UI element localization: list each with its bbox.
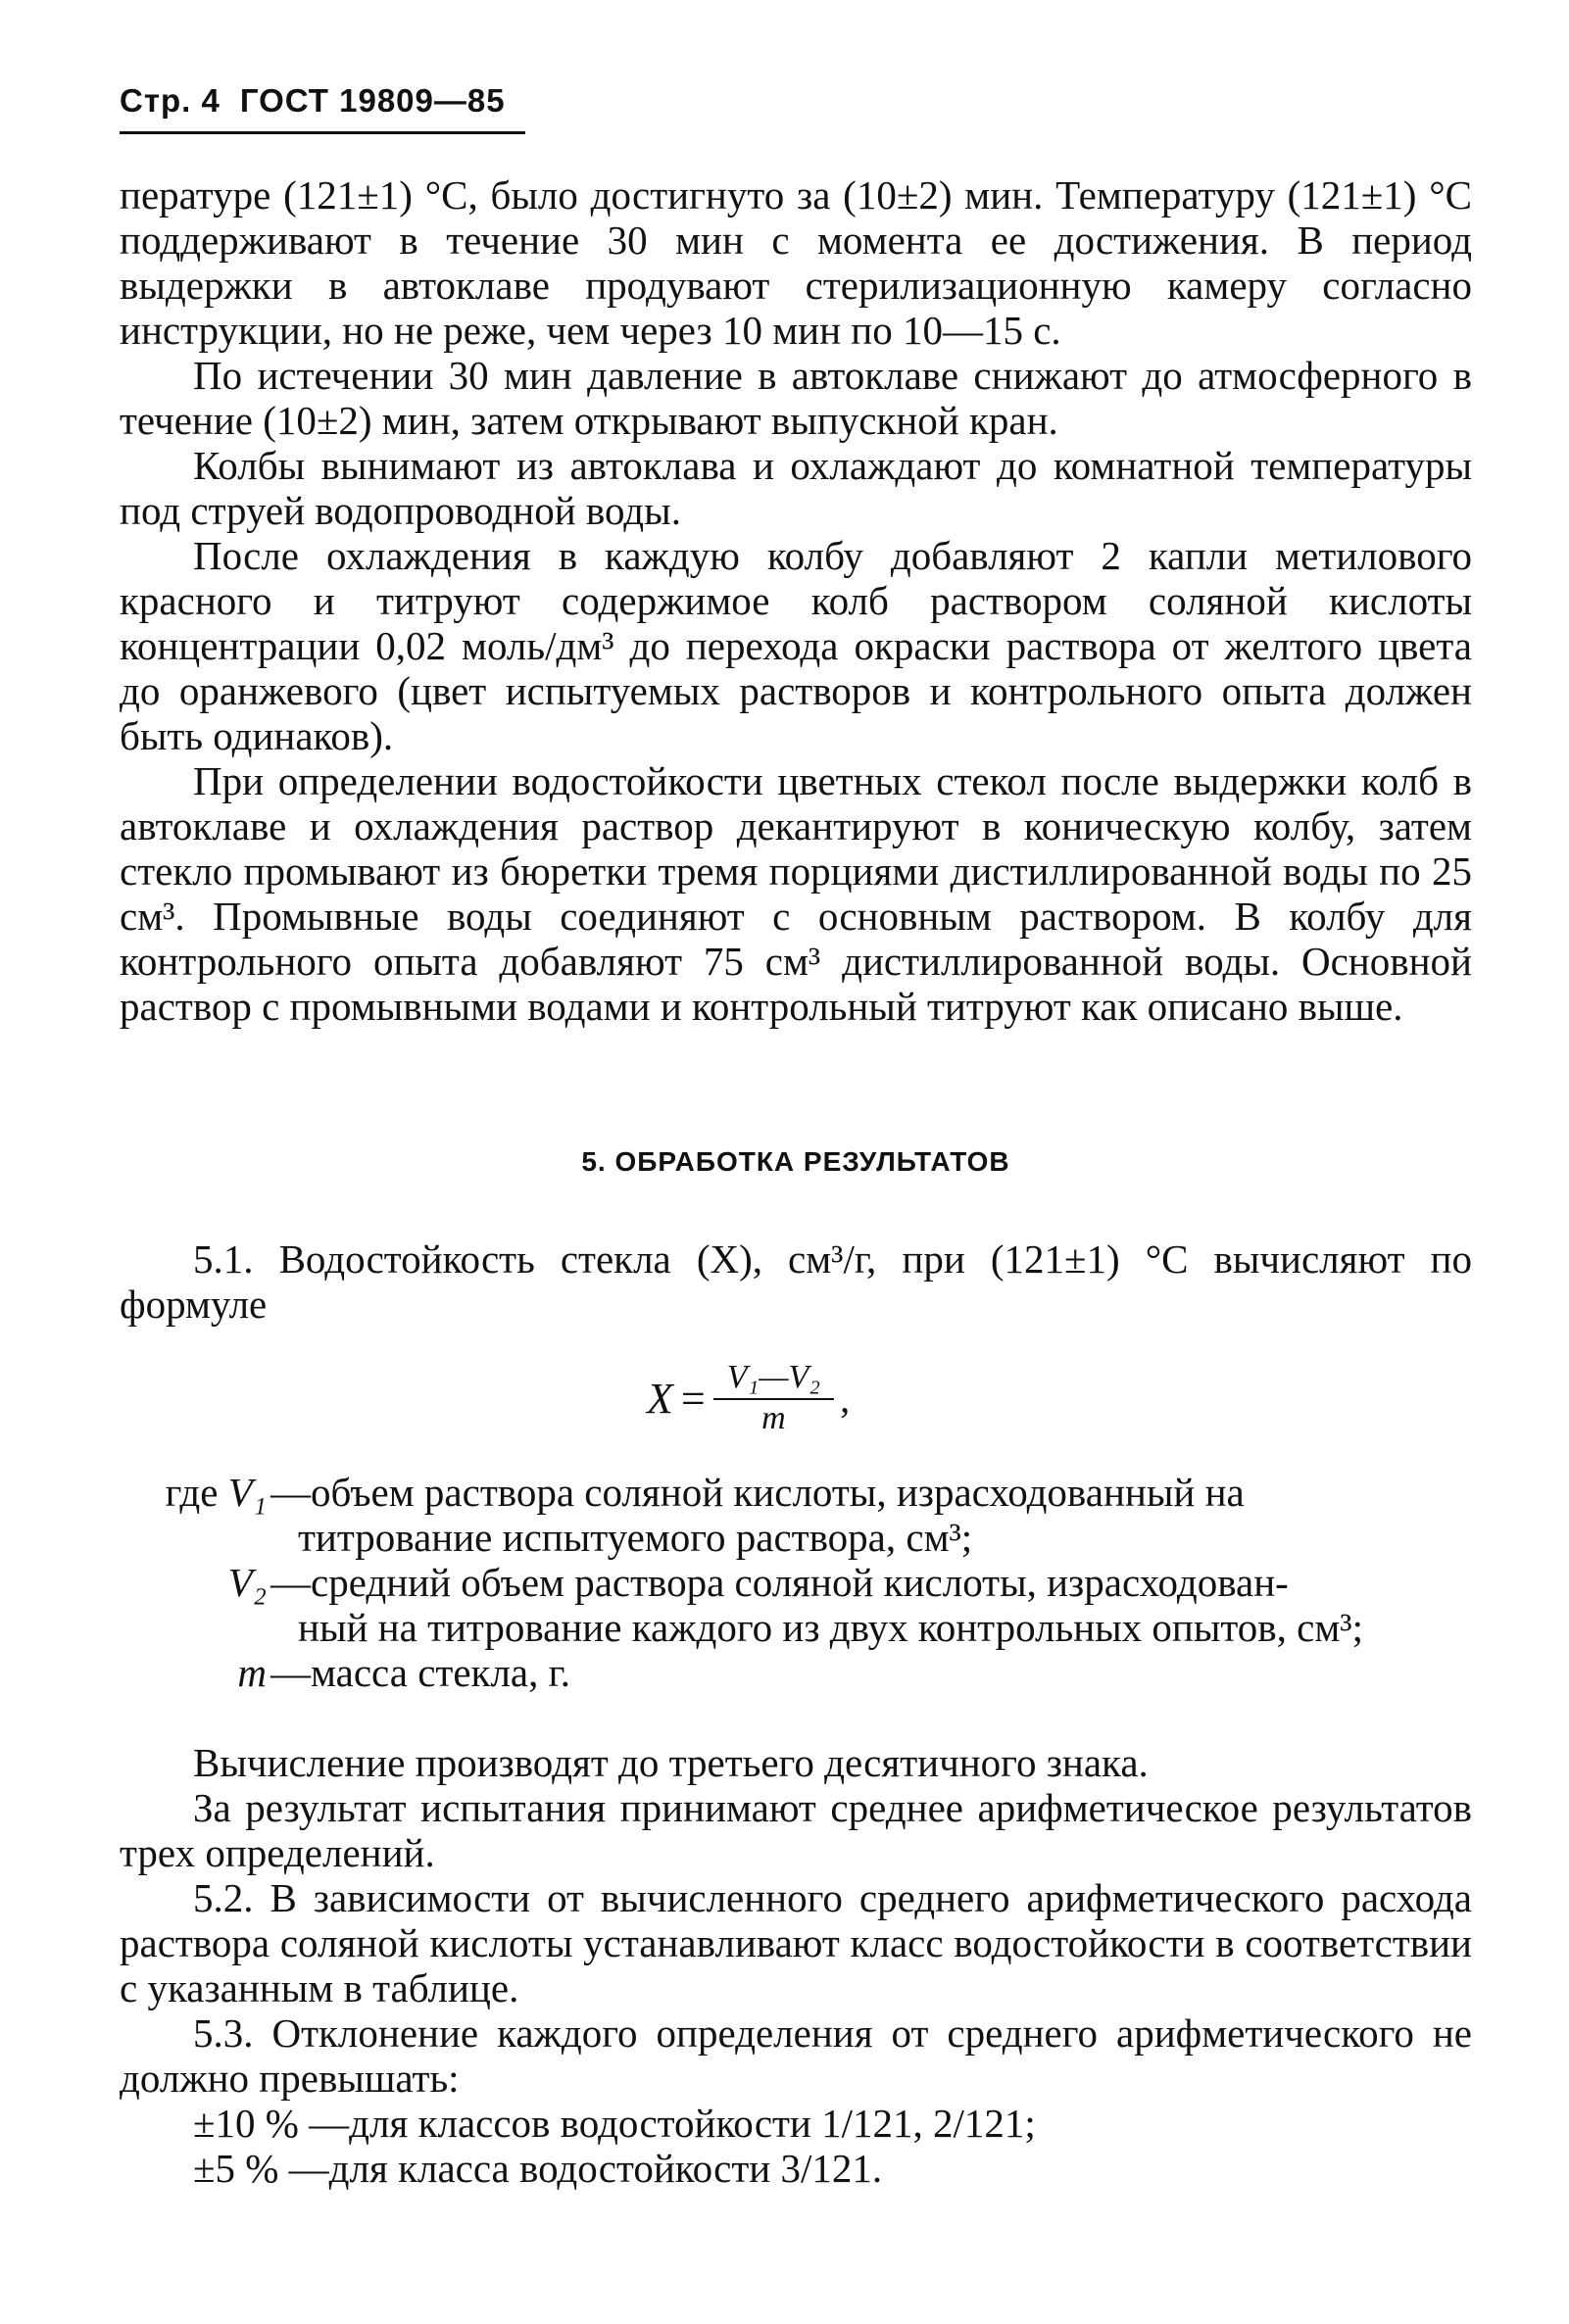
formula-denominator: m — [761, 1400, 786, 1436]
formula-lhs: X — [647, 1374, 673, 1423]
clause-5-1-text: 5.1. Водостойкость стекла (X), см³/г, при (121±1) °С вычисляют по формуле — [120, 1236, 1472, 1327]
page-header — [120, 82, 525, 134]
paragraph-2: По истечении 30 мин давление в автоклаве снижают до атмосферного в течение (10±2) мин, затем открывают выпускной кран. — [120, 353, 1472, 443]
standard-number: ГОСТ 19809—85 — [239, 82, 506, 119]
definition-v1-rest: титрование испытуемого раствора, см³; — [298, 1515, 973, 1560]
formula-equals: = — [680, 1374, 706, 1423]
intro-text — [120, 172, 1472, 1029]
definition-v2-text — [267, 1560, 1472, 1605]
tolerance-2: ±5 % —для класса водостойкости 3/121. — [193, 2146, 883, 2191]
formula-fraction — [713, 1359, 834, 1437]
formula-numerator: V₁—V₂ — [713, 1359, 834, 1400]
where-word: где — [165, 1470, 219, 1515]
section-heading: 5. ОБРАБОТКА РЕЗУЛЬТАТОВ — [581, 1146, 1010, 1177]
dash: — — [270, 1470, 311, 1515]
definition-lead — [120, 1560, 267, 1605]
formula — [647, 1359, 850, 1437]
clause-5-2: 5.2. В зависимости от вычисленного среднего арифметического расхода раствора соляной кислоты устанавливают класс водостойкости в соответствии с указанным в таблице. — [120, 1875, 1472, 2010]
definition-lead — [120, 1650, 267, 1695]
definition-v2-rest: ный на титрование каждого из двух контрольных опытов, см³; — [298, 1605, 1363, 1650]
definition-v2-first: средний объем раствора соляной кислоты, израсходован- — [311, 1560, 1289, 1605]
formula-trail: , — [840, 1376, 851, 1421]
variable-definitions — [120, 1470, 1472, 1695]
tolerance-1: ±10 % —для классов водостойкости 1/121, 2/121; — [193, 2101, 1036, 2146]
symbol-v2: V₂ — [227, 1560, 267, 1605]
paragraph-result: За результат испытания принимают среднее арифметическое результатов трех определений. — [120, 1785, 1472, 1875]
symbol-m: m — [237, 1650, 267, 1695]
paragraph-4: После охлаждения в каждую колбу добавляют 2 капли метилового красного и титруют содержимое колб раствором соляной кислоты концентрации 0,02 моль/дм³ до перехода окраски раствора от желтого цвета до оранжевого (цвет испытуемых растворов и контрольного опыта должен быть одинаков). — [120, 533, 1472, 758]
paragraph-calc-precision: Вычисление производят до третьего десятичного знака. — [193, 1740, 1149, 1785]
clause-5-3: 5.3. Отклонение каждого определения от среднего арифметического не должно превышать: — [120, 2010, 1472, 2101]
definition-m-first: масса стекла, г. — [311, 1650, 571, 1695]
dash: — — [270, 1560, 311, 1605]
definition-v1-first: объем раствора соляной кислоты, израсходованный на — [311, 1470, 1245, 1515]
definition-v1-text — [267, 1470, 1472, 1515]
definition-m-text — [267, 1650, 1472, 1695]
results-text — [120, 1740, 1472, 2191]
paragraph-3: Колбы вынимают из автоклава и охлаждают до комнатной температуры под струей водопроводной воды. — [120, 443, 1472, 533]
paragraph-1: пературе (121±1) °С, было достигнуто за (10±2) мин. Температуру (121±1) °С поддерживают в течение 30 мин с момента ее достижения. В период выдержки в автоклаве продувают стерилизационную камеру согласно инструкции, но не реже, чем через 10 мин по 10—15 с. — [120, 172, 1472, 353]
definition-v2 — [120, 1560, 1472, 1605]
symbol-v1: V₁ — [227, 1470, 267, 1515]
clause-5-1 — [120, 1236, 1472, 1327]
definition-m — [120, 1650, 1472, 1695]
dash: — — [270, 1650, 311, 1695]
paragraph-5: При определении водостойкости цветных стекол после выдержки колб в автоклаве и охлаждения раствор декантируют в коническую колбу, затем стекло промывают из бюретки тремя порциями дистиллированной воды по 25 см³. Промывные воды соединяют с основным раствором. В колбу для контрольного опыта добавляют 75 см³ дистиллированной воды. Основной раствор с промывными водами и контрольный титруют как описано выше. — [120, 758, 1472, 1029]
page-label: Стр. 4 — [120, 82, 221, 119]
definition-lead — [120, 1470, 267, 1515]
definition-v1 — [120, 1470, 1472, 1515]
